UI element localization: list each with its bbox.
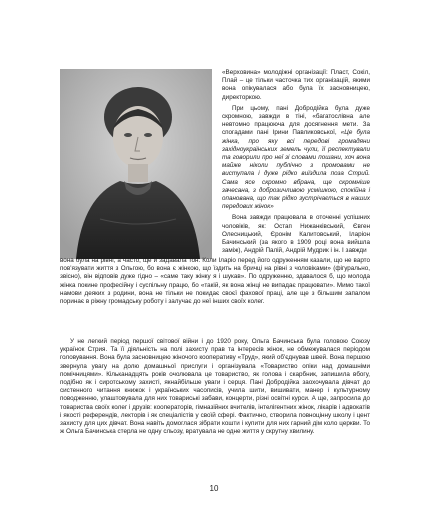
paragraph-organizations: «Верховина» молодіжні організації: Пласт, Сокіл, Плай – це тільки часточка тих організацій, якими вона опікувалася або була їх засновницею, директоркою. — [222, 69, 370, 101]
paragraph-modesty-lead: При цьому, пані Добродійка була дуже скромною, завжди в тіні, «багатослівна але невтомно працююча для досягнення мети. За спогадами пані Ірини Павликовської, — [222, 104, 370, 137]
page-number: 10 — [209, 484, 219, 493]
paragraph-continuation: вона була на рівні, а часто, ще й задавала тон. Коли Іларіо перед його одруженням казали, що не варто пов'язувати життя з Ольгою, бо вона є жінкою, що їздить на бричці на рівні з чоловіками» (фігурально, звісно), він відповів дуже гідно – «саме таку жінку я і шукав». По одруженню, здавалося б, що молода жінка покине професійну і суспільну працю, бо «такій, як вона жінці не випадає працювати». Мимо такої намови деяких з родини, вона не тільки не покидає своєї фахової праці, але ще з більшим запалом поринає в ріжну громадську роботу і залучає до неї інших своїх колег. — [60, 257, 370, 306]
full-width-text-bottom — [60, 338, 370, 436]
paragraph-union-of-women: У не легкий період першої світової війни і до 1920 року, Ольга Бачинська була головою Союзу українок Стрия. Та її діяльність на полі захисту прав та інтересів жінок, не обмежувалася періодом головування. Вона була засновницею жіночого кооперативу «Труд», який об'єднував швей. Вона першою звернула увагу на долю домашньої прислуги і організувала «Товариство опіки над домашніми помічницями». Кільканадцять років очолювала це товариство, як голова і скарбник, запишила вбогу, подібно як і сиротському захисті, якнайбільше уваги і серця. Пані Добродійка заохочувала дівчат до систенного читання книжок і українських часописів, учила шити, вишивати, манер і культурному поводженню, улаштовувала для них товариські забави, концерти, різні освітні курси. А ще, запросила до товариства своїх колег і друзів: кооператорів, гімназійних вчителів, інтелігентних жінок, лікарів і адвокатів і якості референдів, лекторів і як спеціалістів у своїй сфері. Фактично, створила повноцінну школу і цент захисту для цих дівчат. Вона навіть домоглася зібрати кошти і купити для них гарний дім коло церкви. То ж Ольга Бачинська стерла не одну сльозу, вратувала не одне життя у скрутну хвилину. — [60, 338, 370, 436]
portrait-photo — [60, 69, 212, 259]
paragraph-modesty — [222, 105, 370, 212]
paragraph-colleagues: Вона завжди працювала в оточенні успішних чоловіків, як: Остап Нижанківський, Євген Олесницький, Єронім Калитовський, Іларіон Бачинський (за якого в 1909 році вона вийшла заміж), Андрій Палій, Андрій Мудрик і ін. І завжди — [222, 214, 370, 255]
right-text-column — [222, 69, 370, 258]
portrait-woman-icon — [60, 69, 212, 259]
full-width-text-top — [60, 257, 370, 306]
quote-iryna-pavlykovska: «Це була жінка, про яку всі передові громадяни західноукраїнських земель чули, її респектували та говорили про неї зі словами пошани, хоч вона майже ніколи публічно з промовами не виступала і дуже рідко виїздила поза Стрий. Сама ясе скромно вбрана, ще скромніше зачесана, з доброзичливою усмішкою, спокійна і опанована, що так рідко зустрічається в наших передових жінок» — [222, 129, 370, 211]
